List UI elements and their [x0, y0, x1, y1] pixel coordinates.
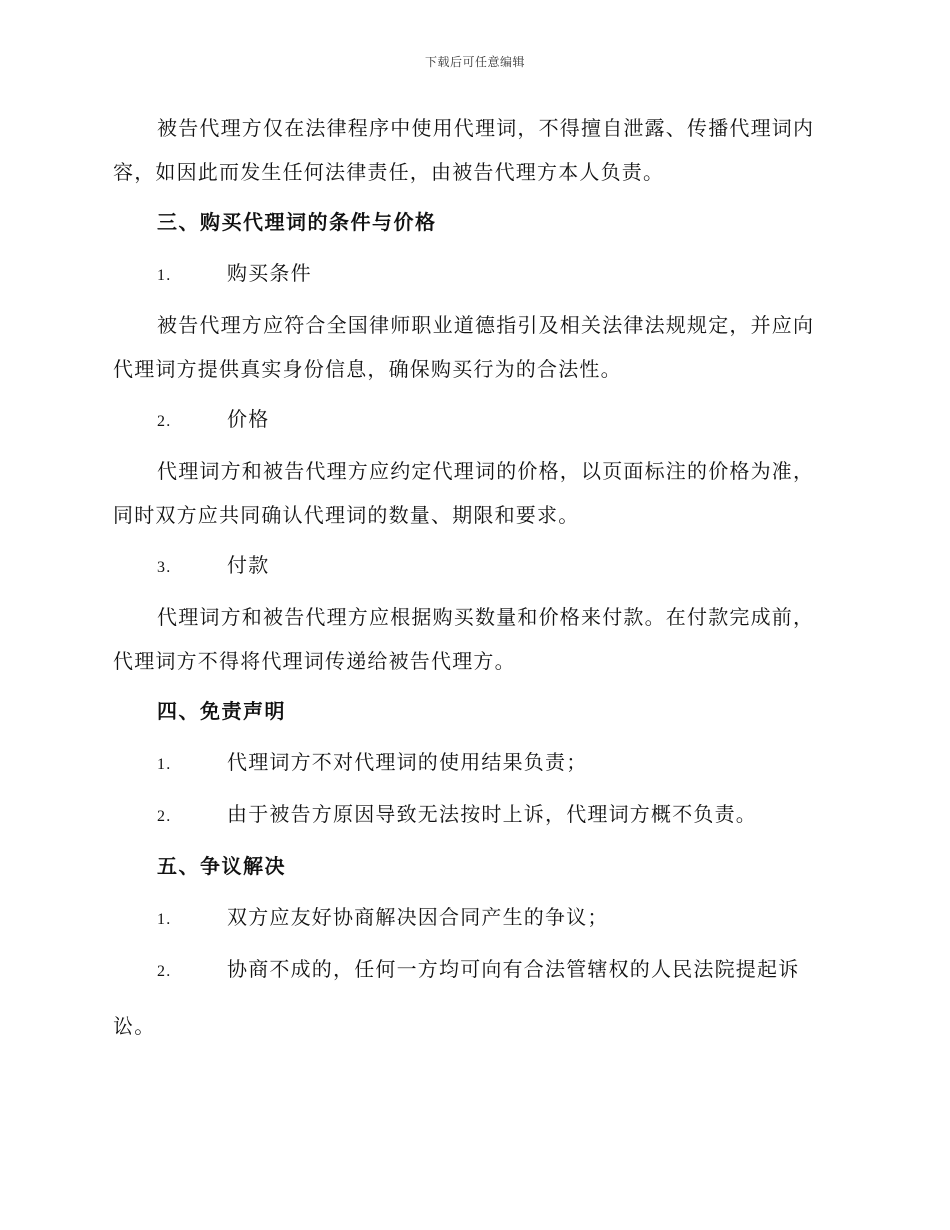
item-number: 1.: [157, 911, 172, 928]
section3-item-1-text: 被告代理方应符合全国律师职业道德指引及相关法律法规规定，并应向代理词方提供真实身份信息，确保购买行为的合法性。: [113, 313, 815, 381]
item-number: 2.: [157, 413, 172, 430]
page-header: 下载后可任意编辑: [424, 55, 525, 69]
item-number: 1.: [157, 756, 172, 773]
item-number: 1.: [157, 267, 172, 284]
section3-item-1-label: [157, 259, 837, 290]
section5-item-1: [157, 903, 837, 934]
section4-heading: 四、免责声明: [157, 699, 286, 723]
item-text: 协商不成的，任何一方均可向有合法管辖权的人民法院提起诉讼。: [113, 957, 800, 1038]
section3-item-3-text: 代理词方和被告代理方应根据购买数量和价格来付款。在付款完成前，代理词方不得将代理词传递给被告代理方。: [113, 605, 815, 673]
intro-paragraph: 被告代理方仅在法律程序中使用代理词，不得擅自泄露、传播代理词内容，如因此而发生任何法律责任，由被告代理方本人负责。: [113, 116, 815, 184]
item-text: 代理词方不对代理词的使用结果负责；: [227, 750, 588, 774]
section5-heading: 五、争议解决: [157, 854, 286, 878]
item-number: 2.: [157, 808, 172, 825]
section3-item-3-label: [157, 551, 837, 582]
item-number: 2.: [157, 963, 172, 980]
section3-heading: 三、购买代理词的条件与价格: [157, 210, 437, 234]
section3-item-2-label: [157, 405, 837, 436]
section5-item-2: [113, 942, 833, 1053]
section4-item-1: [157, 748, 837, 779]
item-label: 价格: [227, 407, 270, 431]
section4-item-2: [157, 800, 837, 831]
item-label: 购买条件: [227, 261, 312, 285]
item-text: 由于被告方原因导致无法按时上诉，代理词方概不负责。: [227, 802, 757, 826]
item-text: 双方应友好协商解决因合同产生的争议；: [227, 905, 609, 929]
section3-item-2-text: 代理词方和被告代理方应约定代理词的价格，以页面标注的价格为准，同时双方应共同确认代理词的数量、期限和要求。: [113, 459, 815, 527]
item-label: 付款: [227, 553, 270, 577]
item-number: 3.: [157, 559, 172, 576]
